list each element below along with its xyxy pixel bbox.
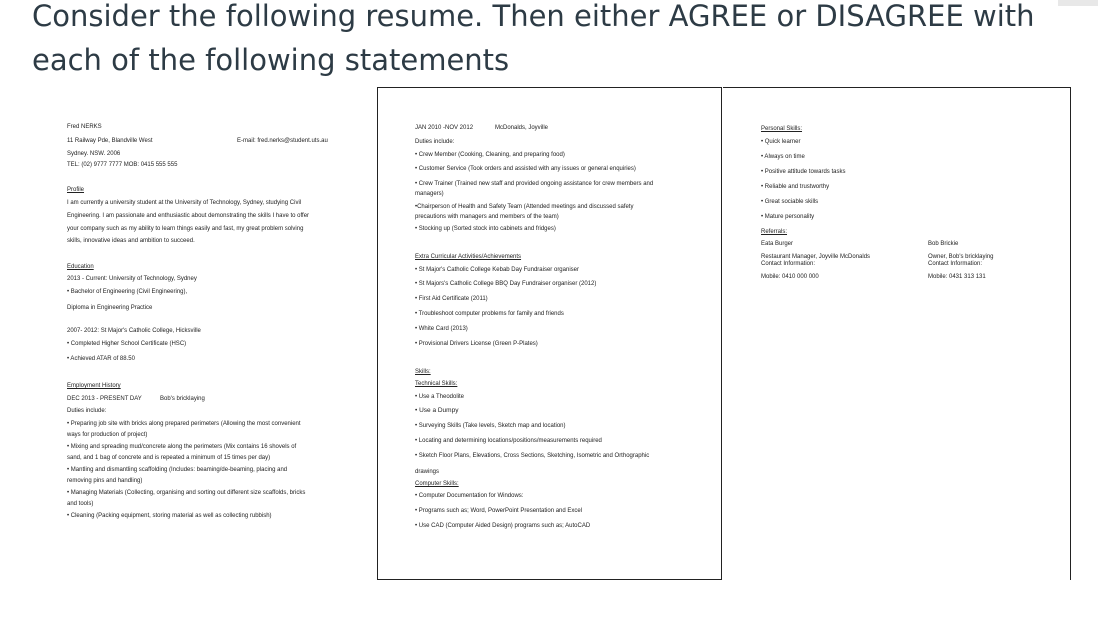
personal-skills-title: Personal Skills: (761, 126, 803, 132)
technical-line: • Locating and determining locations/positions/measurements required (415, 438, 602, 444)
education-line: 2013 - Current: University of Technology, Sydney (67, 276, 197, 282)
employment-line: • Managing Materials (Collecting, organising and sorting out different size scaffolds, bricks (67, 490, 306, 496)
education-line: 2007- 2012: St Major's Catholic College, Hicksville (67, 328, 201, 334)
job-date: JAN 2010 -NOV 2012 (415, 125, 474, 131)
extra-curricular-title: Extra Curricular Activities/Achievements (415, 254, 522, 260)
computer-skills-title: Computer Skills: (415, 481, 459, 487)
extra-line: • Troubleshoot computer problems for family and friends (415, 311, 564, 317)
job-duty-line: managers) (415, 191, 444, 197)
phone-text: TEL: (02) 9777 7777 MOB: 0415 555 555 (67, 162, 178, 168)
personal-line: • Reliable and trustworthy (761, 184, 830, 190)
extra-line: • St Majors's Catholic College BBQ Day Fundraiser organiser (2012) (415, 281, 597, 287)
resume-page-1 (0, 0, 376, 623)
resume-page-2 (377, 87, 722, 580)
extra-line: • First Aid Certificate (2011) (415, 296, 488, 302)
employment-line: • Cleaning (Packing equipment, storing material as well as collecting rubbish) (67, 513, 272, 519)
profile-line: your company such as my ability to learn things easily and fast, my great problem solving (67, 226, 304, 232)
education-line: • Completed Higher School Certificate (HSC) (67, 341, 187, 347)
referee-1-role: Restaurant Manager, Joyville McDonalds (761, 254, 871, 260)
question-heading: Consider the following resume. Then either AGREE or DISAGREE with each of the following statements (32, 0, 1035, 77)
employment-line: ways for production of project) (67, 432, 148, 438)
extra-line: • Provisional Drivers License (Green P-Plates) (415, 341, 538, 347)
job-duty-line: • Customer Service (Took orders and assisted with any issues or general enquiries) (415, 166, 636, 172)
computer-line: • Computer Documentation for Windows: (415, 493, 524, 499)
extra-line: • White Card (2013) (415, 326, 468, 332)
education-line: • Achieved ATAR of 88.50 (67, 356, 135, 362)
employment-line: • Mixing and spreading mud/concrete along the perimeters (Mix contains 16 shovels of (67, 444, 297, 450)
personal-line: • Mature personality (761, 214, 815, 220)
personal-line: • Positive attitude towards tasks (761, 169, 846, 175)
resume-name: Fred NERKS (67, 124, 102, 130)
computer-line: • Use CAD (Computer Aided Design) programs such as; AutoCAD (415, 523, 591, 529)
education-title: Education (67, 264, 94, 270)
referee-2-contact: Contact Information: (928, 261, 983, 267)
address-line-2: Sydney. NSW. 2006 (67, 151, 121, 157)
technical-line: • Use a Theodolite (415, 394, 465, 400)
job-duty-line: • Crew Trainer (Trained new staff and provided ongoing assistance for crew members and (415, 181, 654, 187)
personal-line: • Quick learner (761, 139, 801, 145)
employment-title: Employment History (67, 383, 121, 389)
technical-line: • Surveying Skills (Take levels, Sketch map and location) (415, 423, 566, 429)
employment-line: • Mantling and dismantling scaffolding (Includes: beaming/de-beaming, placing and (67, 467, 288, 473)
employment-line: sand, and 1 bag of concrete and is repeated a minimum of 15 times per day) (67, 455, 271, 461)
technical-line: • Use a Dumpy (415, 407, 459, 414)
referee-1-name: Eata Burger (761, 241, 794, 247)
referee-2-name: Bob Brickie (928, 241, 959, 247)
job-duties-label: Duties include: (415, 139, 455, 145)
referee-1-contact: Contact Information: (761, 261, 816, 267)
email-text: E-mail: fred.nerks@student.uts.au (237, 138, 328, 144)
extra-line: • St Major's Catholic College Kebab Day Fundraiser organiser (415, 267, 579, 273)
referee-2-mobile: Mobile: 0431 313 131 (928, 274, 986, 280)
job-duty-line: • Stocking up (Sorted stock into cabinets and fridges) (415, 226, 556, 232)
job-duty-line: • Crew Member (Cooking, Cleaning, and preparing food) (415, 152, 565, 158)
profile-title: Profile (67, 187, 85, 193)
employment-line: removing pins and handling) (67, 478, 143, 484)
computer-line: • Programs such as; Word, PowerPoint Presentation and Excel (415, 508, 583, 514)
personal-line: • Great sociable skills (761, 199, 819, 205)
skills-title: Skills: (415, 369, 431, 375)
employment-line: and tools) (67, 501, 94, 507)
job-duty-line: precautions with managers and members of the team) (415, 214, 559, 220)
education-line: • Bachelor of Engineering (Civil Engineering), (67, 289, 188, 295)
address-line-1: 11 Railway Pde, Blandville West (67, 138, 153, 144)
employment-line: • Preparing job site with bricks along prepared perimeters (Allowing the most convenient (67, 421, 301, 427)
referee-1-mobile: Mobile: 0410 000 000 (761, 274, 819, 280)
education-line: Diploma in Engineering Practice (67, 305, 153, 311)
employment-date: DEC 2013 - PRESENT DAY (67, 396, 142, 402)
employment-duties-label: Duties include: (67, 408, 107, 414)
job-duty-line: •Chairperson of Health and Safety Team (Attended meetings and discussed safety (415, 204, 634, 210)
profile-line: skills, innovative ideas and ambition to succeed. (67, 238, 195, 244)
technical-line: • Sketch Floor Plans, Elevations, Cross Sections, Sketching, Isometric and Orthographic (415, 453, 650, 459)
profile-line: I am currently a university student at the University of Technology, Sydney, studying Civil (67, 200, 302, 206)
technical-line: drawings (415, 469, 440, 475)
job-company: McDonalds, Joyville (495, 125, 549, 131)
technical-skills-title: Technical Skills: (415, 381, 458, 387)
profile-line: Engineering. I am passionate and enthusiastic about demonstrating the skills I have to offer (67, 213, 310, 219)
employment-company: Bob's bricklaying (160, 396, 205, 402)
personal-line: • Always on time (761, 154, 805, 160)
referee-2-role: Owner, Bob's bricklaying (928, 254, 994, 260)
referrals-title: Referrals: (761, 229, 788, 235)
resume-page-3 (723, 87, 1071, 580)
